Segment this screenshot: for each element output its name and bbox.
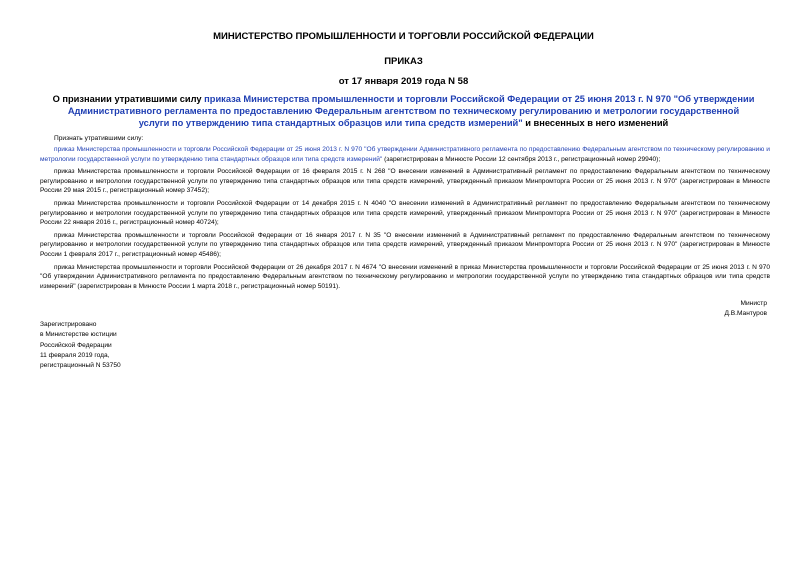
document-type: ПРИКАЗ [384, 56, 423, 67]
registration-line: в Министерстве юстиции [40, 331, 117, 339]
repealed-orders-list [40, 145, 770, 294]
registration-block [40, 320, 121, 371]
registration-line: Российской Федерации [40, 341, 112, 349]
order-text: приказ Министерства промышленности и торговли Российской Федерации от 26 декабря 2017 г. N 4674 "О внесении изменений в приказ Министерства промышленности и торговли Российской Федерации от 25 июня 2013 г. N 970 "Об утверждении Административного регламента по предоставлению Федеральным агентством по техническому регулированию и метрологии государственной услуги по утверждению типа стандартных образцов или типа средств измерений" (зарегистрирован в Минюсте России 1 марта 2018 г., регистрационный номер 50191). [40, 263, 770, 290]
order-text: приказ Министерства промышленности и торговли Российской Федерации от 16 января 2017 г. N 35 "О внесении изменений в Административный регламент по предоставлению Федеральным агентством по техническому регулированию и метрологии государственной услуги по утверждению типа стандартных образцов или типа средств измерений, утвержденный приказом Минпромторга России от 25 июня 2013 г. N 970" (зарегистрирован в Минюсте России 1 февраля 2017 г., регистрационный номер 45486); [40, 231, 770, 258]
signature-block [724, 299, 767, 319]
list-item [40, 263, 770, 292]
registration-line: 11 февраля 2019 года, [40, 351, 110, 359]
title-suffix: и внесенных в него изменений [522, 118, 669, 128]
order-text: приказ Министерства промышленности и торговли Российской Федерации от 16 февраля 2015 г. N 268 "О внесении изменений в Административный регламент по предоставлению Федеральным агентством по техническому регулированию и метрологии государственной услуги по утверждению типа стандартных образцов или типа средств измерений, утвержденный приказом Минпромторга России от 25 июня 2013 г. N 970" (зарегистрирован в Минюсте России 29 мая 2015 г., регистрационный номер 37452); [40, 168, 770, 195]
order-text: приказ Министерства промышленности и торговли Российской Федерации от 14 декабря 2015 г. N 4040 "О внесении изменений в Административный регламент по предоставлению Федеральным агентством по техническому регулированию и метрологии государственной услуги по утверждению типа стандартных образцов или типа средств измерений, утвержденный приказом Минпромторга России от 25 июня 2013 г. N 970" (зарегистрирован в Минюсте России 22 января 2016 г., регистрационный номер 40724); [40, 199, 770, 227]
document-date-number: от 17 января 2019 года N 58 [338, 76, 469, 87]
title-prefix: О признании утратившими силу [52, 94, 205, 104]
list-item [40, 231, 770, 260]
title-link[interactable]: приказа Министерства промышленности и торговли Российской Федерации от 25 июня 2013 г. N 970 "Об утверждении Административного регламента по предоставлению Федеральным агентством по техническому регулированию и метрологии государственной услуги по утверждению типа стандартных образцов или типа средств измерений" [67, 94, 755, 128]
document-title [52, 93, 755, 129]
signatory-name: Д.В.Мантуров [724, 310, 767, 317]
list-item [40, 167, 770, 196]
list-item [40, 199, 770, 228]
order-link[interactable]: приказ Министерства промышленности и торговли Российской Федерации от 25 июня 2013 г. N 970 "Об утверждении Административного регламента по предоставлению Федеральным агентством по техническому регулированию и метрологии государственной услуги по утверждению типа стандартных образцов или типа средств измерений" [40, 146, 770, 163]
intro-text [40, 134, 770, 144]
ministry-heading: МИНИСТЕРСТВО ПРОМЫШЛЕННОСТИ И ТОРГОВЛИ РОССИЙСКОЙ ФЕДЕРАЦИИ [213, 31, 594, 42]
registration-line: регистрационный N 53750 [40, 362, 121, 370]
list-item [40, 145, 770, 164]
signatory-position: Министр [740, 300, 767, 307]
intro-paragraph: Признать утратившими силу: [54, 135, 144, 142]
registration-line: Зарегистрировано [40, 321, 97, 328]
order-text: (зарегистрирован в Минюсте России 12 сентября 2013 г., регистрационный номер 29940); [382, 155, 661, 163]
